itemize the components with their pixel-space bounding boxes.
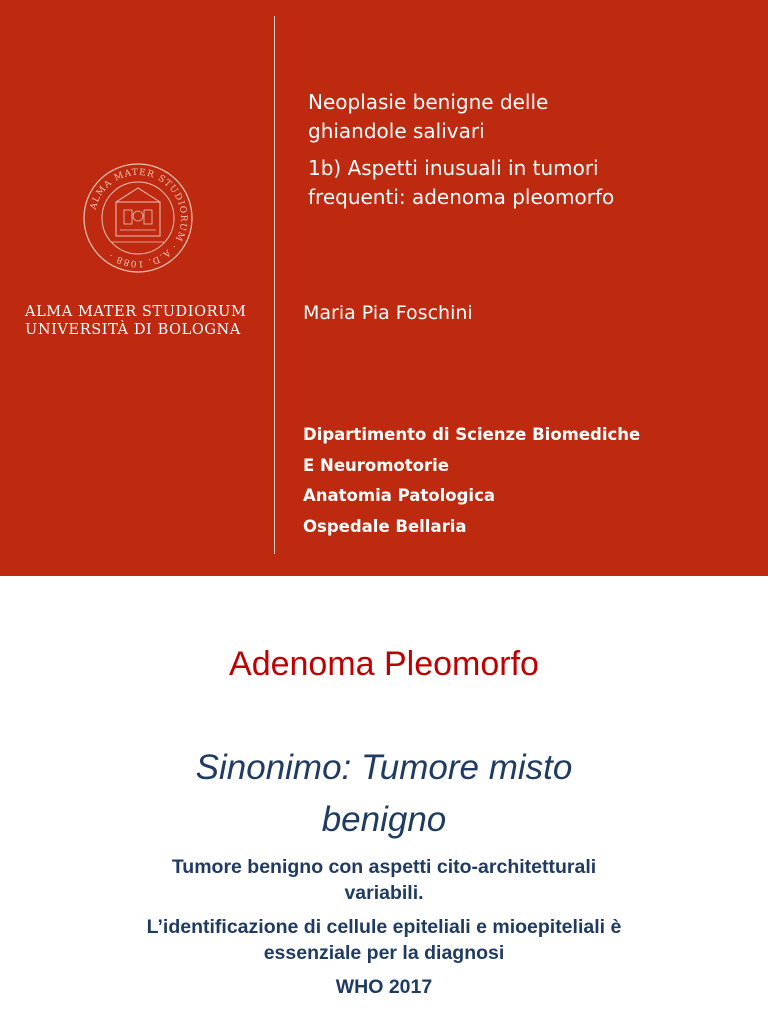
university-line: UNIVERSITÀ DI BOLOGNA: [25, 322, 241, 338]
vertical-divider: [274, 16, 275, 554]
slide-title: Adenoma Pleomorfo: [229, 645, 539, 683]
department-line: Anatomia Patologica: [303, 486, 495, 505]
title-line: ghiandole salivari: [308, 119, 485, 143]
department-block: [303, 420, 640, 542]
university-line: ALMA MATER STUDIORUM: [25, 304, 247, 320]
slide-body: [0, 854, 768, 1000]
body-line: L’identificazione di cellule epiteliali e mioepiteliali è: [146, 916, 622, 938]
department-line: Ospedale Bellaria: [303, 516, 467, 536]
subtitle-line: benigno: [321, 800, 447, 839]
body-line: essenziale per la diagnosi: [263, 942, 505, 964]
presentation-title: [308, 88, 728, 212]
subtitle-line: Sinonimo: Tumore misto: [195, 748, 573, 787]
title-line: frequenti: adenoma pleomorfo: [308, 185, 615, 209]
slide-subtitle: [0, 742, 768, 846]
title-line: Neoplasie benigne delle: [308, 90, 549, 114]
university-seal-logo: [82, 162, 194, 274]
title-line: 1b) Aspetti inusuali in tumori: [308, 156, 599, 180]
body-line: Tumore benigno con aspetti cito-architetturali: [171, 856, 597, 878]
department-line: Dipartimento di Scienze Biomediche: [303, 425, 641, 444]
university-name: [25, 303, 255, 339]
content-slide: [0, 576, 768, 1024]
body-line: variabili.: [344, 882, 424, 904]
body-line: WHO 2017: [335, 976, 433, 998]
svg-text:ALMA MATER STUDIORUM · A.D. 10: ALMA MATER STUDIORUM · A.D. 1088 ·: [88, 167, 189, 269]
department-line: E Neuromotorie: [303, 455, 449, 475]
author-name: Maria Pia Foschini: [303, 302, 473, 324]
